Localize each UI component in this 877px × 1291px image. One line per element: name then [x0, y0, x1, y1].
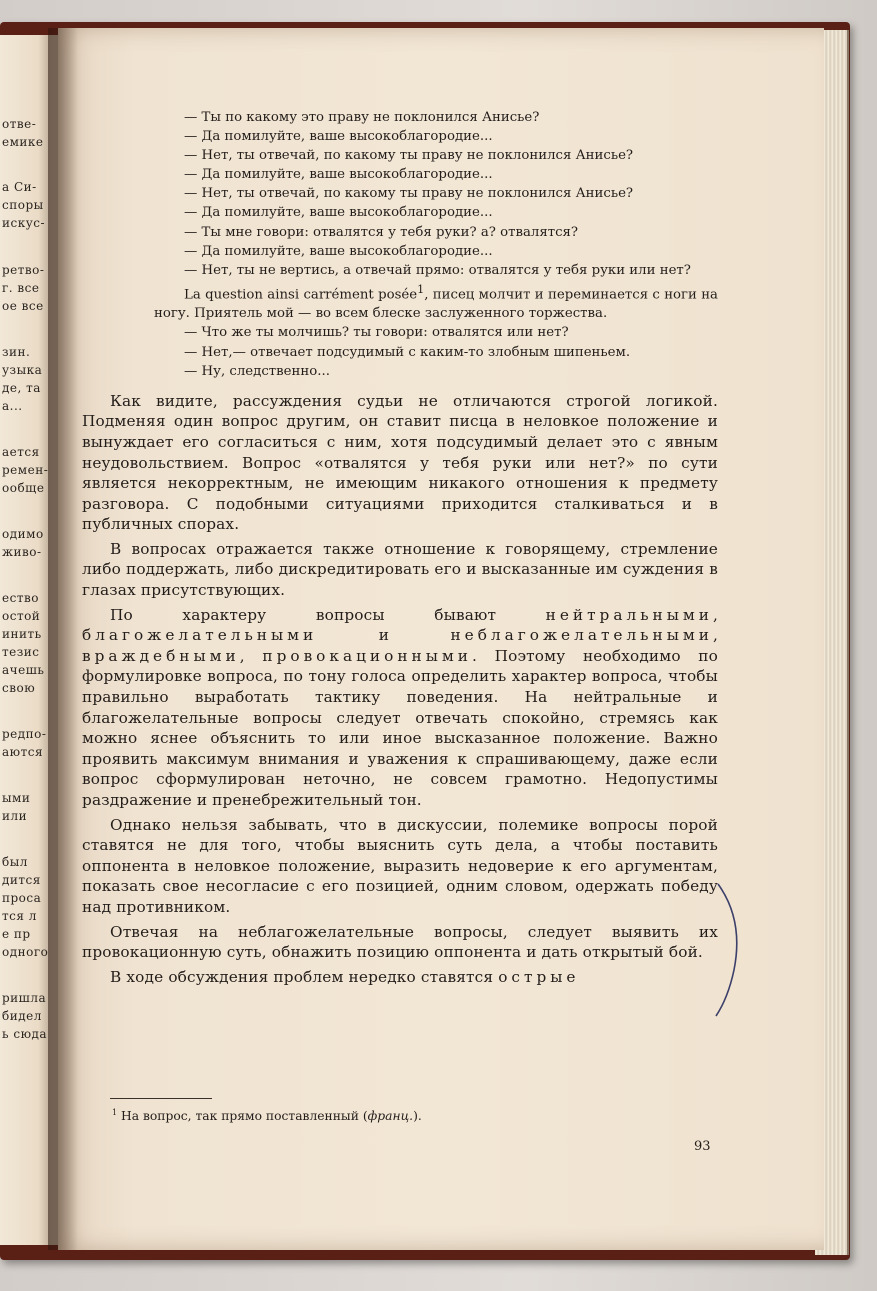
left-page-fragment: ое все [2, 299, 44, 313]
text-run: , [712, 605, 718, 624]
footnote-tail: ). [413, 1109, 422, 1124]
dialogue-narration [82, 280, 718, 324]
dialogue-line: — Нет, ты отвечай, по какому ты праву не поклонился Анисье? [184, 148, 634, 164]
spaced-term: благожелательными [82, 626, 318, 645]
left-page-fragment: е пр [2, 927, 31, 941]
left-page-fragment: емике [2, 135, 44, 149]
left-page-fragment: а Си- [2, 180, 37, 194]
left-page-fragment: ообще [2, 481, 45, 495]
footnote-italic: франц. [367, 1109, 414, 1124]
page-text [82, 108, 718, 991]
dialogue-line: — Нет, ты не вертись, а отвечай прямо: отвалятся у тебя руки или нет? [184, 262, 691, 278]
left-page-fragment: проса [2, 891, 42, 905]
gutter-shadow [48, 28, 78, 1250]
paragraph [82, 605, 718, 811]
dialogue-block [82, 108, 718, 381]
left-page-fragment: споры [2, 198, 44, 212]
footnote-text: На вопрос, так прямо поставленный ( [121, 1109, 368, 1124]
spaced-term: враждебными [82, 646, 240, 665]
paragraph: Однако нельзя забывать, что в дискуссии, полемике вопросы порой ставятся не для того, чтобы выяснить суть дела, а чтобы поставить оппонента в неловкое положение, выразить недоверие к его аргументам, показать свое несогласие с его позицией, одним словом, одержать победу над противником. [82, 815, 718, 916]
left-page-fragment: узыка [2, 363, 43, 377]
footnote [112, 1108, 422, 1123]
left-page-fragment: живо- [2, 545, 42, 559]
left-page-fragment: тезис [2, 645, 40, 659]
main-text [82, 391, 718, 988]
dialogue-line: — Ты по какому это праву не поклонился Анисье? [184, 110, 540, 125]
left-page-fragment: зин. [2, 345, 31, 359]
left-page-fragment: ь сюда [2, 1027, 48, 1041]
left-page-fragment: искус- [2, 216, 46, 230]
dialogue-line: — Да помилуйте, ваше высокоблагородие... [184, 205, 493, 221]
left-page-fragment: ается [2, 445, 40, 459]
dialogue-line: — Да помилуйте, ваше высокоблагородие... [184, 167, 493, 183]
left-page-fragment: а... [2, 399, 23, 413]
text-run: . Поэтому необходимо по формулировке вопроса, по тону голоса определить характер вопроса, чтобы правильно выработать тактику поведения. На нейтральные и благожелательные вопросы следует отвечать спокойно, стремясь как можно яснее объяснить то или иное высказанное положение. Важно проявить максимум внимания и уважения к спрашивающему, даже если вопрос сформулирован неточно, не совсем грамотно. Недопустимы раздражение и пренебрежительный тон. [82, 646, 718, 810]
left-page-fragment: ество [2, 591, 39, 605]
text-run: , [239, 646, 263, 665]
left-page-fragment: ретво- [2, 263, 45, 277]
page-number: 93 [694, 1139, 711, 1154]
left-page-fragment: свою [2, 681, 36, 695]
dialogue-line: — Нет, ты отвечай, по какому ты праву не поклонился Анисье? [184, 186, 634, 202]
left-page-fragment: аются [2, 745, 44, 759]
footnote-mark: 1 [112, 1108, 118, 1117]
spaced-term: нейтральными [545, 605, 713, 624]
left-page-fragment: редпо- [2, 727, 47, 741]
left-page-fragment: инить [2, 627, 42, 641]
dialogue-line: — Что же ты молчишь? ты говори: отвалятся или нет? [184, 325, 569, 341]
dialogue-line: — Да помилуйте, ваше высокоблагородие... [184, 243, 493, 259]
footnote-marker: 1 [417, 282, 425, 296]
text-run: По характеру вопросы бывают [110, 605, 546, 624]
left-page-fragment: де, та [2, 381, 41, 395]
paragraph [82, 967, 718, 988]
left-page-fragment: бидел [2, 1009, 42, 1023]
left-page-fragment: ыми [2, 791, 31, 805]
left-page-fragment: ришла [2, 991, 47, 1005]
spaced-term: острые [498, 967, 580, 986]
text-run: , [712, 626, 718, 645]
french-quote: La question ainsi carrément posée [184, 287, 418, 303]
left-page-fragment: дится [2, 873, 41, 887]
left-page-fragment: остой [2, 609, 41, 623]
spaced-term: провокационными [262, 646, 472, 665]
dialogue-line: — Нет,— отвечает подсудимый с каким-то злобным шипеньем. [184, 344, 631, 360]
left-page-fragment: ремен- [2, 463, 49, 477]
dialogue-line: — Да помилуйте, ваше высокоблагородие... [184, 129, 493, 145]
left-page-fragment: тся л [2, 909, 37, 923]
left-page-fragment: одимо [2, 527, 44, 541]
spaced-term: неблагожелательными [450, 626, 713, 645]
dialogue-line: — Ну, следственно... [184, 363, 330, 379]
left-page-fragment: отве- [2, 117, 37, 131]
text-run: и [317, 626, 451, 645]
text-run: В ходе обсуждения проблем нередко ставятся [110, 967, 499, 986]
left-page-fragment: ачешь [2, 663, 45, 677]
left-page-fragment: или [2, 809, 28, 823]
footnote-rule [110, 1098, 212, 1099]
paragraph: В вопросах отражается также отношение к говорящему, стремление либо поддержать, либо дискредитировать его и высказанные им суждения в глазах присутствующих. [82, 539, 718, 600]
left-page-fragment: г. все [2, 281, 40, 295]
left-page-fragment: был [2, 855, 28, 869]
dialogue-line: — Ты мне говори: отвалятся у тебя руки? а? отвалятся? [184, 224, 579, 240]
narration-text: , писец молчит и переминается с ноги на ногу. Приятель мой — во всем блеске заслуженного торжества. [154, 287, 718, 322]
paragraph: Отвечая на неблагожелательные вопросы, следует выявить их провокационную суть, обнажить позицию оппонента и дать открытый бой. [82, 922, 718, 962]
left-page-fragment: одного [2, 945, 49, 959]
paragraph: Как видите, рассуждения судьи не отличаются строгой логикой. Подменяя один вопрос другим, он ставит писца в неловкое положение и вынуждает его согласиться с ним, хотя подсудимый делает это с явным неудовольствием. Вопрос «отвалятся у тебя руки или нет?» по сути является некорректным, не имеющим никакого отношения к предмету разговора. С подобными ситуациями приходится сталкиваться и в публичных спорах. [82, 391, 718, 534]
pencil-bracket-mark [710, 880, 750, 1020]
